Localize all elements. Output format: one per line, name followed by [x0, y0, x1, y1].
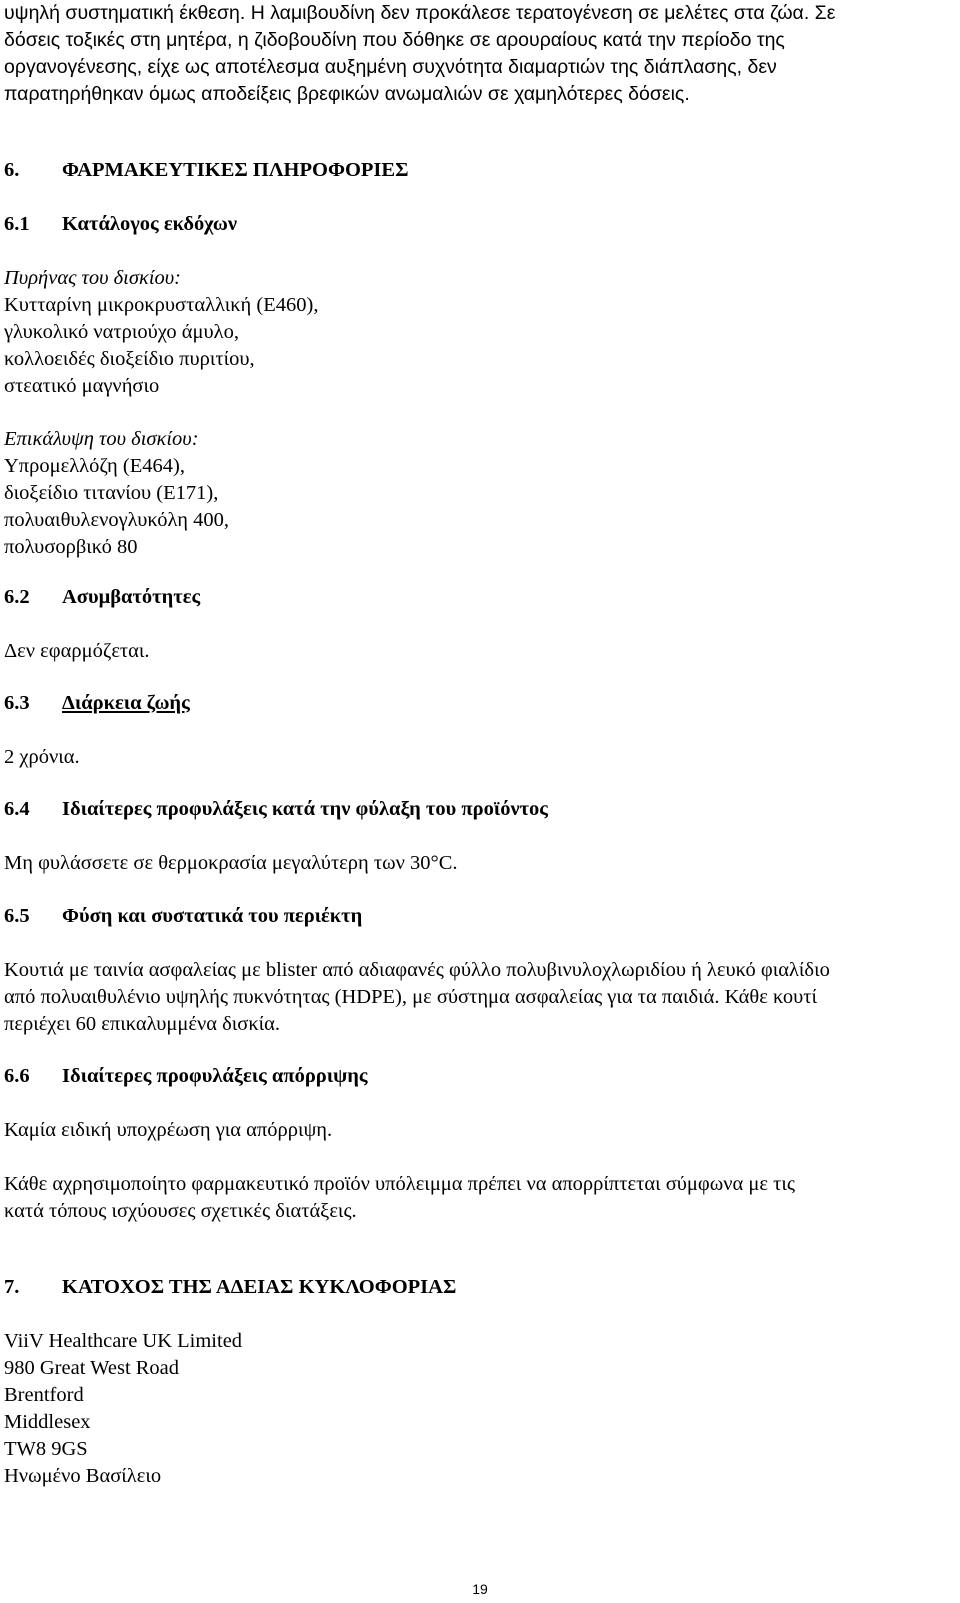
- section-title: ΦΑΡΜΑΚΕΥΤΙΚΕΣ ΠΛΗΡΟΦΟΡΙΕΣ: [62, 159, 409, 181]
- paragraph-line: Κουτιά με ταινία ασφαλείας με blister από αδιαφανές φύλλο πολυβινυλοχλωριδίου ή λευκό φιαλίδιο: [4, 959, 830, 981]
- mah-address: [4, 1328, 954, 1490]
- section-title: Ιδιαίτερες προφυλάξεις απόρριψης: [62, 1065, 368, 1087]
- section-text: Μη φυλάσσετε σε θερμοκρασία μεγαλύτερη των 30°C.: [4, 852, 458, 874]
- section-6-heading: [4, 157, 954, 184]
- coating-excipients: [4, 426, 954, 561]
- section-number: 6.: [4, 159, 20, 181]
- core-label: Πυρήνας του δισκίου:: [4, 267, 182, 289]
- address-line: ViiV Healthcare UK Limited: [4, 1330, 243, 1352]
- section-paragraph: [4, 1171, 954, 1225]
- excipient-item: πολυσορβικό 80: [4, 536, 138, 558]
- excipient-item: στεατικό μαγνήσιο: [4, 375, 160, 397]
- section-7: [4, 1274, 954, 1490]
- paragraph-line: κατά τόπους ισχύουσες σχετικές διατάξεις.: [4, 1200, 357, 1222]
- excipient-item: κολλοειδές διοξείδιο πυριτίου,: [4, 348, 255, 370]
- section-6-2: [4, 584, 954, 665]
- section-6-1: [4, 211, 954, 238]
- excipient-item: διοξείδιο τιτανίου (E171),: [4, 482, 219, 504]
- address-line: Middlesex: [4, 1411, 91, 1433]
- section-paragraph: [4, 957, 954, 1038]
- section-text: 2 χρόνια.: [4, 746, 80, 768]
- paragraph-line: Κάθε αχρησιμοποίητο φαρμακευτικό προϊόν υπόλειμμα πρέπει να απορρίπτεται σύμφωνα με τις: [4, 1173, 795, 1195]
- address-line: 980 Great West Road: [4, 1357, 180, 1379]
- section-title: Διάρκεια ζωής: [62, 692, 190, 714]
- section-title: Φύση και συστατικά του περιέκτη: [62, 905, 363, 927]
- intro-paragraph: [4, 0, 954, 108]
- coat-label: Επικάλυψη του δισκίου:: [4, 428, 199, 450]
- section-number: 6.3: [4, 692, 30, 714]
- section-title: Ασυμβατότητες: [62, 586, 201, 608]
- section-6-4: [4, 796, 954, 877]
- excipient-item: Κυτταρίνη μικροκρυσταλλική (E460),: [4, 294, 319, 316]
- section-6-6: [4, 1063, 954, 1225]
- paragraph-line: περιέχει 60 επικαλυμμένα δισκία.: [4, 1013, 281, 1035]
- paragraph-line: από πολυαιθυλένιο υψηλής πυκνότητας (HDPE), με σύστημα ασφαλείας για τα παιδιά. Κάθε κουτί: [4, 986, 817, 1008]
- excipient-item: πολυαιθυλενογλυκόλη 400,: [4, 509, 229, 531]
- section-number: 6.1: [4, 213, 30, 235]
- section-6-3: [4, 690, 954, 771]
- intro-line: δόσεις τοξικές στη μητέρα, η ζιδοβουδίνη που δόθηκε σε αρουραίους κατά την περίοδο της: [4, 29, 785, 51]
- intro-line: παρατηρήθηκαν όμως αποδείξεις βρεφικών ανωμαλιών σε χαμηλότερες δόσεις.: [4, 83, 690, 105]
- address-line: Ηνωμένο Βασίλειο: [4, 1465, 162, 1487]
- section-number: 6.4: [4, 798, 30, 820]
- intro-line: υψηλή συστηματική έκθεση. Η λαμιβουδίνη δεν προκάλεσε τερατογένεση σε μελέτες στα ζώα. Σε: [4, 2, 836, 24]
- address-line: Brentford: [4, 1384, 84, 1406]
- section-number: 6.2: [4, 586, 30, 608]
- section-6-5: [4, 903, 954, 1038]
- address-line: TW8 9GS: [4, 1438, 88, 1460]
- section-text: Δεν εφαρμόζεται.: [4, 640, 150, 662]
- excipient-item: Υπρομελλόζη (E464),: [4, 455, 185, 477]
- excipient-item: γλυκολικό νατριούχο άμυλο,: [4, 321, 239, 343]
- page-number: 19: [472, 1581, 488, 1597]
- section-number: 6.5: [4, 905, 30, 927]
- section-title: ΚΑΤΟΧΟΣ ΤΗΣ ΑΔΕΙΑΣ ΚΥΚΛΟΦΟΡΙΑΣ: [62, 1276, 457, 1298]
- section-number: 7.: [4, 1276, 20, 1298]
- intro-line: οργανογένεσης, είχε ως αποτέλεσμα αυξημένη συχνότητα διαμαρτιών της διάπλασης, δεν: [4, 56, 777, 78]
- section-title: Ιδιαίτερες προφυλάξεις κατά την φύλαξη του προϊόντος: [62, 798, 548, 820]
- core-excipients: [4, 265, 954, 400]
- section-text: Καμία ειδική υποχρέωση για απόρριψη.: [4, 1119, 333, 1141]
- section-title: Κατάλογος εκδόχων: [62, 213, 238, 235]
- section-number: 6.6: [4, 1065, 30, 1087]
